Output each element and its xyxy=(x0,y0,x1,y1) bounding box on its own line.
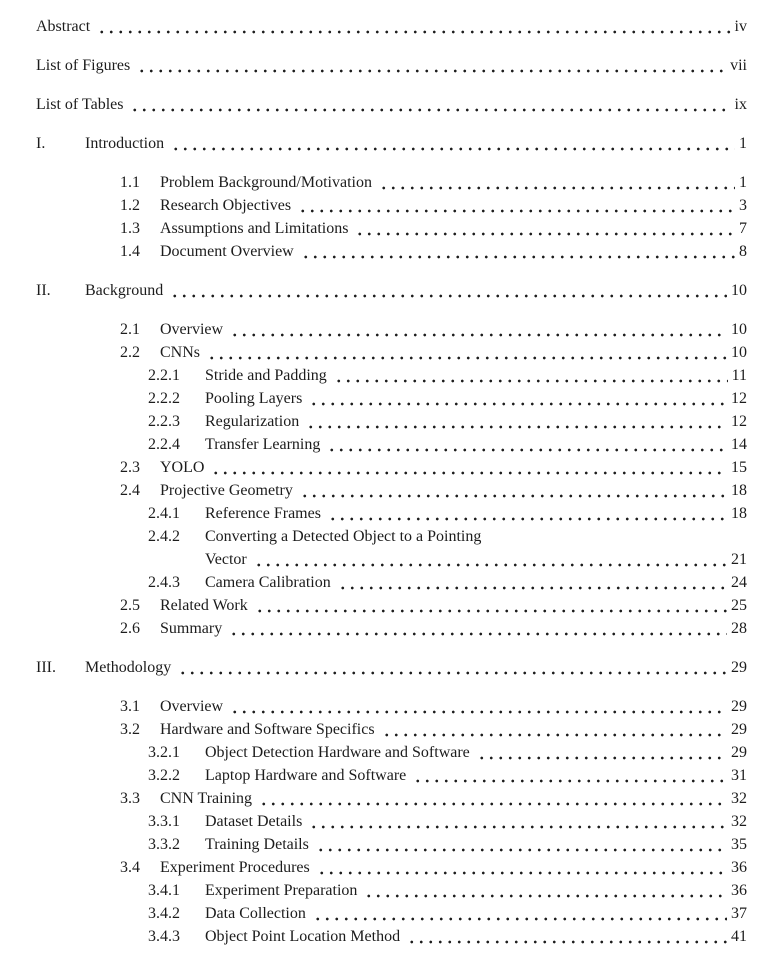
entry-title: Summary xyxy=(160,620,223,637)
entry-number: 2.4.2 xyxy=(148,528,180,545)
dot-leader xyxy=(406,925,727,948)
entry-title: Assumptions and Limitations xyxy=(160,220,349,237)
toc-entry[interactable] xyxy=(36,54,747,77)
entry-title: Experiment Procedures xyxy=(160,859,310,876)
dot-leader xyxy=(300,240,735,263)
entry-title: CNNs xyxy=(160,344,201,361)
dot-leader xyxy=(228,617,727,640)
entry-page: 3 xyxy=(739,197,747,214)
dot-leader xyxy=(308,810,727,833)
toc-entry[interactable] xyxy=(120,787,747,810)
entry-number: 2.2.4 xyxy=(148,436,180,453)
entry-page: 11 xyxy=(731,367,747,384)
entry-page: 29 xyxy=(731,744,747,761)
entry-page: 15 xyxy=(731,459,747,476)
entry-page: 32 xyxy=(731,813,747,830)
entry-title-continued: Vector xyxy=(205,551,247,568)
entry-page: 10 xyxy=(731,321,747,338)
entry-title: Related Work xyxy=(160,597,248,614)
toc-entry[interactable] xyxy=(120,171,747,194)
entry-title: Camera Calibration xyxy=(205,574,331,591)
entry-page: 36 xyxy=(731,882,747,899)
toc-entry[interactable] xyxy=(148,925,747,948)
toc-entry[interactable] xyxy=(120,217,747,240)
entry-title: Experiment Preparation xyxy=(205,882,358,899)
dot-leader xyxy=(326,433,727,456)
dot-leader xyxy=(170,132,735,155)
dot-leader xyxy=(378,171,735,194)
toc-entry[interactable] xyxy=(36,656,747,679)
toc-entry[interactable] xyxy=(36,279,747,302)
dot-leader xyxy=(327,502,727,525)
toc-entry[interactable] xyxy=(148,410,747,433)
entry-page: 29 xyxy=(731,659,747,676)
entry-page: 18 xyxy=(731,482,747,499)
toc-entry[interactable] xyxy=(36,15,747,38)
toc-entry[interactable] xyxy=(148,502,747,525)
entry-number: III. xyxy=(36,659,56,676)
dot-leader xyxy=(476,741,727,764)
entry-title: Projective Geometry xyxy=(160,482,293,499)
entry-title: Hardware and Software Specifics xyxy=(160,721,375,738)
entry-page: 18 xyxy=(731,505,747,522)
entry-number: 3.3.1 xyxy=(148,813,180,830)
entry-page: 29 xyxy=(731,721,747,738)
entry-title: Data Collection xyxy=(205,905,306,922)
toc-entry[interactable] xyxy=(120,718,747,741)
dot-leader xyxy=(363,879,727,902)
toc-entry[interactable] xyxy=(120,318,747,341)
toc-entry[interactable] xyxy=(120,594,747,617)
entry-number: 2.4 xyxy=(120,482,140,499)
dot-leader xyxy=(96,15,730,38)
entry-page: 24 xyxy=(731,574,747,591)
dot-leader xyxy=(308,387,727,410)
entry-page: 25 xyxy=(731,597,747,614)
entry-page: 41 xyxy=(731,928,747,945)
entry-title: List of Tables xyxy=(36,96,124,113)
entry-number: I. xyxy=(36,135,46,152)
dot-leader xyxy=(210,456,727,479)
entry-title: Methodology xyxy=(85,659,172,676)
toc-entry[interactable] xyxy=(148,833,747,856)
dot-leader xyxy=(129,93,730,116)
toc-entry[interactable] xyxy=(120,240,747,263)
entry-page: 31 xyxy=(731,767,747,784)
entry-title: Pooling Layers xyxy=(205,390,303,407)
toc-entry[interactable] xyxy=(148,433,747,456)
dot-leader xyxy=(169,279,727,302)
toc-entry[interactable] xyxy=(148,741,747,764)
dot-leader xyxy=(206,341,727,364)
entry-page: 12 xyxy=(731,413,747,430)
toc-entry[interactable] xyxy=(148,525,747,548)
dot-leader xyxy=(299,479,727,502)
toc-entry[interactable] xyxy=(148,902,747,925)
entry-title: Stride and Padding xyxy=(205,367,327,384)
entry-title: Converting a Detected Object to a Pointing xyxy=(205,528,482,545)
entry-title: CNN Training xyxy=(160,790,253,807)
entry-page: iv xyxy=(734,18,747,35)
entry-title: YOLO xyxy=(160,459,205,476)
entry-title: Regularization xyxy=(205,413,300,430)
entry-page: 29 xyxy=(731,698,747,715)
toc-entry[interactable] xyxy=(120,856,747,879)
entry-title: Reference Frames xyxy=(205,505,321,522)
entry-page: 32 xyxy=(731,790,747,807)
dot-leader xyxy=(316,856,727,879)
entry-title: Research Objectives xyxy=(160,197,292,214)
entry-number: 2.2.3 xyxy=(148,413,180,430)
dot-leader xyxy=(312,902,727,925)
dot-leader xyxy=(354,217,735,240)
dot-leader xyxy=(229,695,727,718)
dot-leader xyxy=(337,571,727,594)
dot-leader xyxy=(136,54,726,77)
entry-page: 1 xyxy=(739,135,747,152)
dot-leader xyxy=(177,656,727,679)
dot-leader xyxy=(229,318,727,341)
toc-entry[interactable] xyxy=(148,387,747,410)
entry-title: List of Figures xyxy=(36,57,131,74)
dot-leader xyxy=(258,787,727,810)
entry-title: Object Detection Hardware and Software xyxy=(205,744,470,761)
toc-entry[interactable] xyxy=(148,548,747,571)
entry-page: ix xyxy=(734,96,747,113)
entry-title: Introduction xyxy=(85,135,165,152)
entry-number: 1.4 xyxy=(120,243,140,260)
toc-entry[interactable] xyxy=(148,364,747,387)
entry-number: 3.3 xyxy=(120,790,140,807)
toc-entry[interactable] xyxy=(120,695,747,718)
dot-leader xyxy=(253,548,727,571)
toc-entry[interactable] xyxy=(120,194,747,217)
table-of-contents xyxy=(36,15,747,948)
dot-leader xyxy=(305,410,727,433)
entry-page: 21 xyxy=(731,551,747,568)
entry-number: 2.2.1 xyxy=(148,367,180,384)
entry-title: Dataset Details xyxy=(205,813,303,830)
toc-entry[interactable] xyxy=(120,617,747,640)
dot-leader xyxy=(315,833,727,856)
entry-page: 14 xyxy=(731,436,747,453)
toc-entry[interactable] xyxy=(120,456,747,479)
entry-number: 1.3 xyxy=(120,220,140,237)
entry-page: 12 xyxy=(731,390,747,407)
entry-title: Overview xyxy=(160,321,224,338)
entry-number: 1.1 xyxy=(120,174,140,191)
entry-page: 1 xyxy=(739,174,747,191)
entry-title: Overview xyxy=(160,698,224,715)
entry-number: 2.4.3 xyxy=(148,574,180,591)
entry-number: 3.4 xyxy=(120,859,140,876)
entry-title: Laptop Hardware and Software xyxy=(205,767,407,784)
toc-entry[interactable] xyxy=(148,764,747,787)
entry-number: 3.2.1 xyxy=(148,744,180,761)
entry-title: Object Point Location Method xyxy=(205,928,401,945)
entry-title: Transfer Learning xyxy=(205,436,321,453)
toc-entry[interactable] xyxy=(36,132,747,155)
entry-number: 3.1 xyxy=(120,698,140,715)
entry-number: 3.4.2 xyxy=(148,905,180,922)
entry-number: 2.6 xyxy=(120,620,140,637)
entry-number: 3.3.2 xyxy=(148,836,180,853)
entry-page: 8 xyxy=(739,243,747,260)
entry-number: 2.5 xyxy=(120,597,140,614)
entry-number: 2.2 xyxy=(120,344,140,361)
entry-number: 3.2 xyxy=(120,721,140,738)
dot-leader xyxy=(254,594,727,617)
entry-page: 7 xyxy=(739,220,747,237)
entry-title: Background xyxy=(85,282,164,299)
entry-number: 2.3 xyxy=(120,459,140,476)
toc-entry[interactable] xyxy=(120,479,747,502)
entry-page: 37 xyxy=(731,905,747,922)
entry-number: 3.2.2 xyxy=(148,767,180,784)
entry-number: 2.4.1 xyxy=(148,505,180,522)
toc-entry[interactable] xyxy=(120,341,747,364)
dot-leader xyxy=(412,764,727,787)
entry-number: 1.2 xyxy=(120,197,140,214)
entry-number: II. xyxy=(36,282,51,299)
dot-leader xyxy=(333,364,728,387)
entry-number: 2.2.2 xyxy=(148,390,180,407)
entry-page: 36 xyxy=(731,859,747,876)
entry-title: Abstract xyxy=(36,18,91,35)
toc-entry[interactable] xyxy=(148,879,747,902)
entry-number: 3.4.1 xyxy=(148,882,180,899)
entry-page: 10 xyxy=(731,282,747,299)
entry-title: Training Details xyxy=(205,836,309,853)
dot-leader xyxy=(297,194,735,217)
entry-page: 10 xyxy=(731,344,747,361)
entry-page: vii xyxy=(730,57,747,74)
entry-number: 2.1 xyxy=(120,321,140,338)
entry-title: Problem Background/Motivation xyxy=(160,174,372,191)
entry-page: 35 xyxy=(731,836,747,853)
dot-leader xyxy=(381,718,727,741)
entry-number: 3.4.3 xyxy=(148,928,180,945)
entry-title: Document Overview xyxy=(160,243,294,260)
toc-entry[interactable] xyxy=(36,93,747,116)
entry-page: 28 xyxy=(731,620,747,637)
toc-entry[interactable] xyxy=(148,571,747,594)
toc-entry[interactable] xyxy=(148,810,747,833)
